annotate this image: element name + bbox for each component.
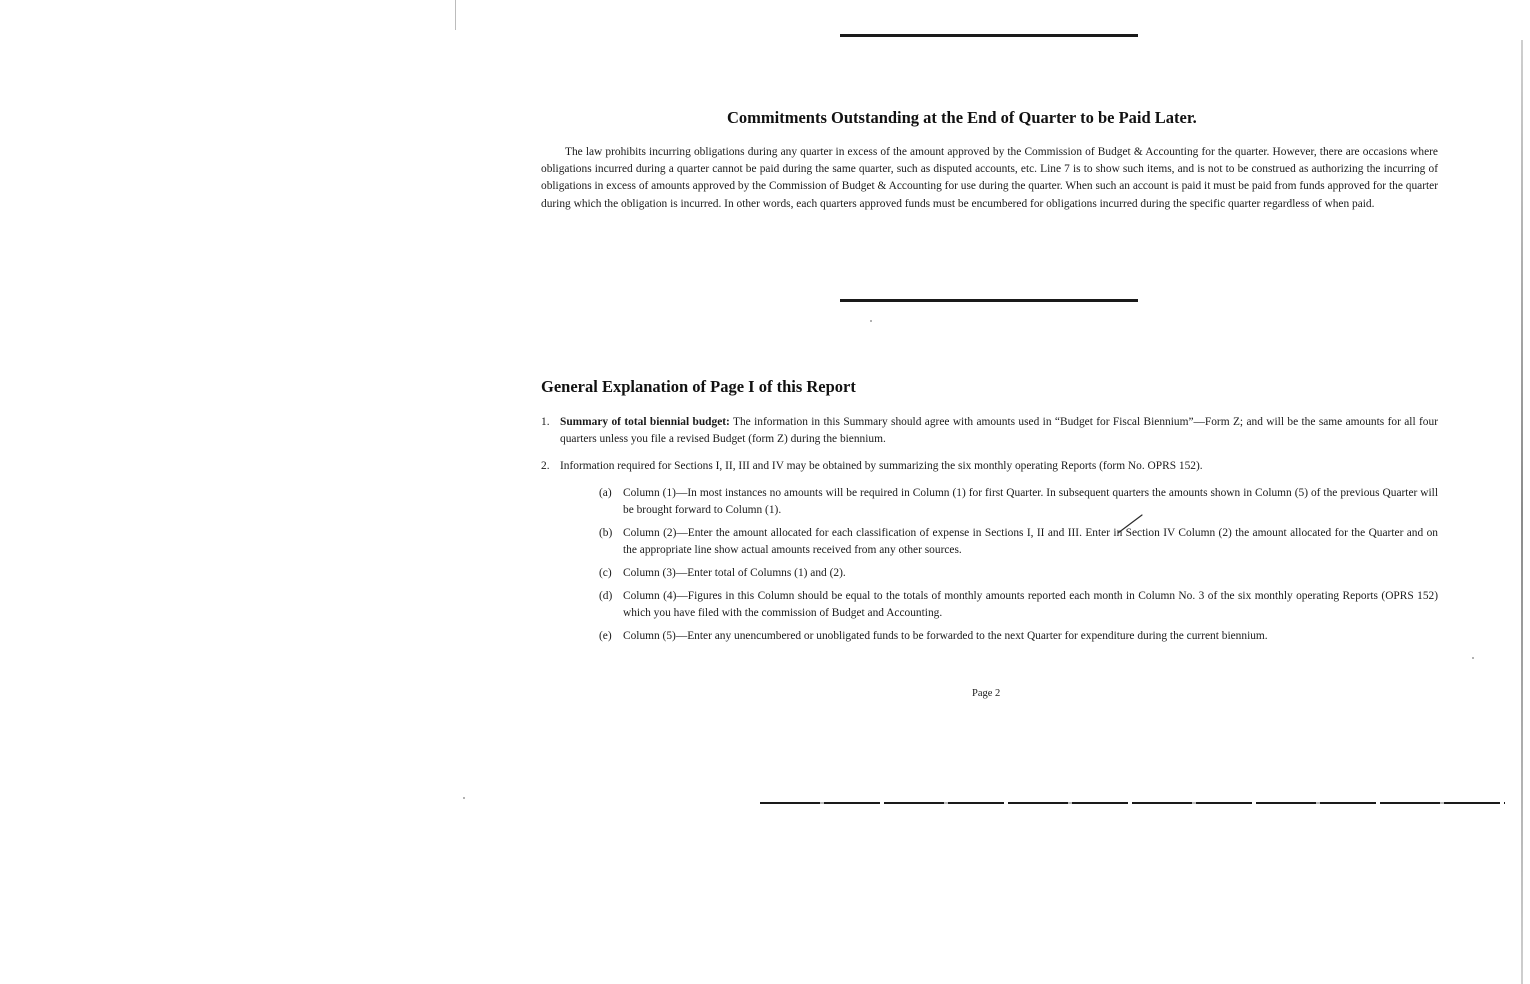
- middle-divider-rule: [840, 299, 1138, 302]
- sublist-item-label: (d): [599, 590, 613, 602]
- sublist-item-text: Column (3)—Enter total of Columns (1) and (2).: [623, 567, 846, 579]
- list-item-number: 1.: [541, 416, 550, 428]
- sublist-item-label: (c): [599, 567, 612, 579]
- sublist-item: [580, 525, 1438, 559]
- column-sublist: [560, 485, 1438, 645]
- list-item-text: Information required for Sections I, II, III and IV may be obtained by summarizing the six monthly operating Reports (form No. OPRS 152).: [560, 460, 1203, 472]
- sublist-item-text: Column (2)—Enter the amount allocated for each classification of expense in Sections I, II and III. Enter in Section IV Column (2) the amount allocated for the Quarter and on the appropriate line show actual amounts received from any other sources.: [623, 527, 1438, 556]
- sublist-item-label: (a): [599, 487, 612, 499]
- sublist-item-label: (e): [599, 630, 612, 642]
- list-item-text: The information in this Summary should agree with amounts used in “Budget for Fiscal Biennium”—Form Z; and will be the same amounts for all four quarters unless you file a revised Budget (form Z) during the biennium.: [560, 416, 1438, 445]
- scan-speck: [1472, 657, 1474, 659]
- scan-speck: [463, 797, 465, 799]
- sublist-item: [580, 588, 1438, 622]
- list-item-lead: Summary of total biennial budget:: [560, 416, 730, 428]
- scan-edge-mark: [455, 0, 456, 30]
- sublist-item-text: Column (5)—Enter any unencumbered or unobligated funds to be forwarded to the next Quarter for expenditure during the current biennium.: [623, 630, 1268, 642]
- top-divider-rule: [840, 34, 1138, 37]
- page-edge-shadow: [1521, 40, 1523, 984]
- sublist-item: [580, 485, 1438, 519]
- handwritten-check-mark-icon: [1116, 513, 1144, 535]
- page-number: Page 2: [972, 688, 1001, 699]
- list-item: [541, 414, 1438, 448]
- explanation-list: [541, 414, 1438, 655]
- commitments-paragraph: The law prohibits incurring obligations during any quarter in excess of the amount approved by the Commission of Budget & Accounting for the quarter. However, there are occasions where obligations incurred during a quarter cannot be paid during the same quarter, such as disputed accounts, etc. Line 7 is to show such items, and is not to be construed as authorizing the incurring of obligations in excess of amounts approved by the Commission of Budget & Accounting for use during the quarter. When such an account is paid it must be paid from funds approved for the quarter during which the obligation is incurred. In other words, each quarters approved funds must be encumbered for obligations incurred during the specific quarter regardless of when paid.: [541, 146, 1438, 210]
- section-title-commitments: Commitments Outstanding at the End of Quarter to be Paid Later.: [727, 108, 1197, 127]
- list-item-number: 2.: [541, 460, 550, 472]
- list-item: [541, 458, 1438, 645]
- scan-speck: [870, 320, 872, 322]
- section-title-general-explanation: General Explanation of Page I of this Report: [541, 377, 856, 396]
- sublist-item-label: (b): [599, 527, 613, 539]
- sublist-item: [580, 628, 1438, 645]
- sublist-item-text: Column (4)—Figures in this Column should be equal to the totals of monthly amounts reported each month in Column No. 3 of the six monthly operating Reports (OPRS 152) which you have filed with the commission of Budget and Accounting.: [623, 590, 1438, 619]
- sublist-item: [580, 565, 1438, 582]
- sublist-item-text: Column (1)—In most instances no amounts will be required in Column (1) for first Quarter. In subsequent quarters the amounts shown in Column (5) of the previous Quarter will be brought forward to Column (1).: [623, 487, 1438, 516]
- bottom-divider-rule: [760, 802, 1505, 804]
